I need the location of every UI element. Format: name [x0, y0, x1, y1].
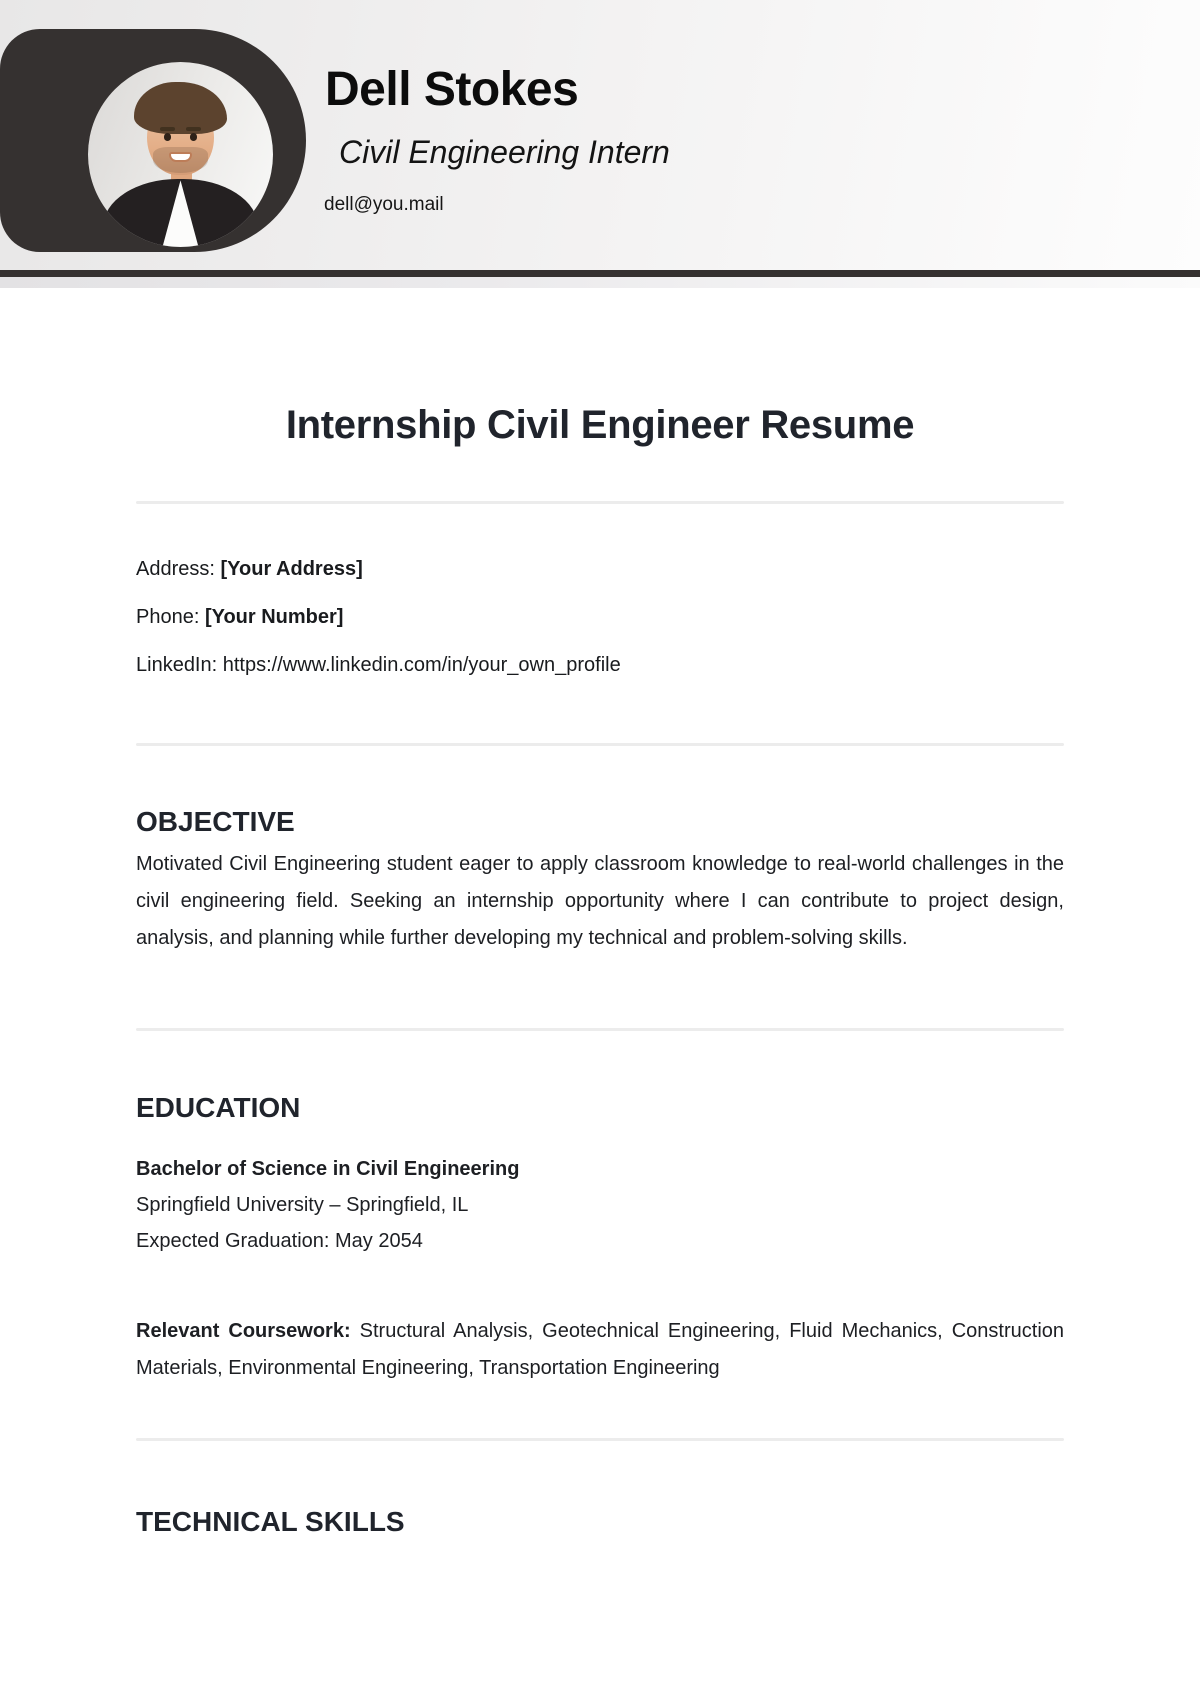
person-email: dell@you.mail: [324, 194, 444, 215]
linkedin-label: LinkedIn:: [136, 654, 218, 676]
header: [0, 0, 1200, 270]
coursework-value: Structural Analysis, Geotechnical Engineering, Fluid Mechanics, Construction Materials, Environmental Engineering, Transportation Engineering: [136, 1320, 1065, 1379]
coursework-paragraph: [136, 1313, 1064, 1387]
coursework-label: Relevant Coursework:: [136, 1320, 351, 1342]
header-accent-bar: [0, 270, 1200, 277]
section-heading-objective: OBJECTIVE: [136, 806, 295, 837]
divider: [136, 1438, 1064, 1441]
phone-value: [Your Number]: [204, 606, 344, 628]
address-value: [Your Address]: [220, 558, 363, 580]
divider: [136, 1028, 1064, 1031]
avatar-eye: [164, 133, 171, 140]
education-entry: [136, 1151, 1064, 1259]
contact-block: [136, 559, 1064, 676]
document-title: Internship Civil Engineer Resume: [285, 403, 915, 447]
education-graduation: Expected Graduation: May 2054: [136, 1230, 423, 1252]
profile-photo: [88, 62, 273, 247]
contact-linkedin: [136, 655, 1064, 676]
objective-paragraph: Motivated Civil Engineering student eager to apply classroom knowledge to real-world challenges in the civil engineering field. Seeking an internship opportunity where I can contribute to project design, analysis, and planning while further developing my technical and problem-solving skills.: [136, 853, 1064, 949]
avatar-smile: [169, 152, 191, 162]
avatar-hair: [134, 82, 227, 134]
person-name: Dell Stokes: [325, 63, 579, 116]
section-heading-education: EDUCATION: [136, 1092, 301, 1123]
phone-label: Phone:: [136, 606, 200, 628]
education-degree: Bachelor of Science in Civil Engineering: [136, 1158, 520, 1180]
address-label: Address:: [136, 558, 215, 580]
divider: [136, 743, 1064, 746]
avatar-eyebrow: [186, 127, 201, 131]
contact-phone: [136, 607, 1064, 628]
header-shadow-strip: [0, 277, 1200, 288]
contact-address: [136, 559, 1064, 580]
education-school: Springfield University – Springfield, IL: [136, 1194, 469, 1216]
person-role: Civil Engineering Intern: [339, 134, 670, 170]
linkedin-url: https://www.linkedin.com/in/your_own_profile: [222, 654, 621, 676]
avatar-eyebrow: [160, 127, 175, 131]
document-body: [136, 288, 1064, 1538]
section-heading-technical-skills: TECHNICAL SKILLS: [136, 1506, 405, 1537]
divider: [136, 501, 1064, 504]
avatar-eye: [190, 133, 197, 140]
